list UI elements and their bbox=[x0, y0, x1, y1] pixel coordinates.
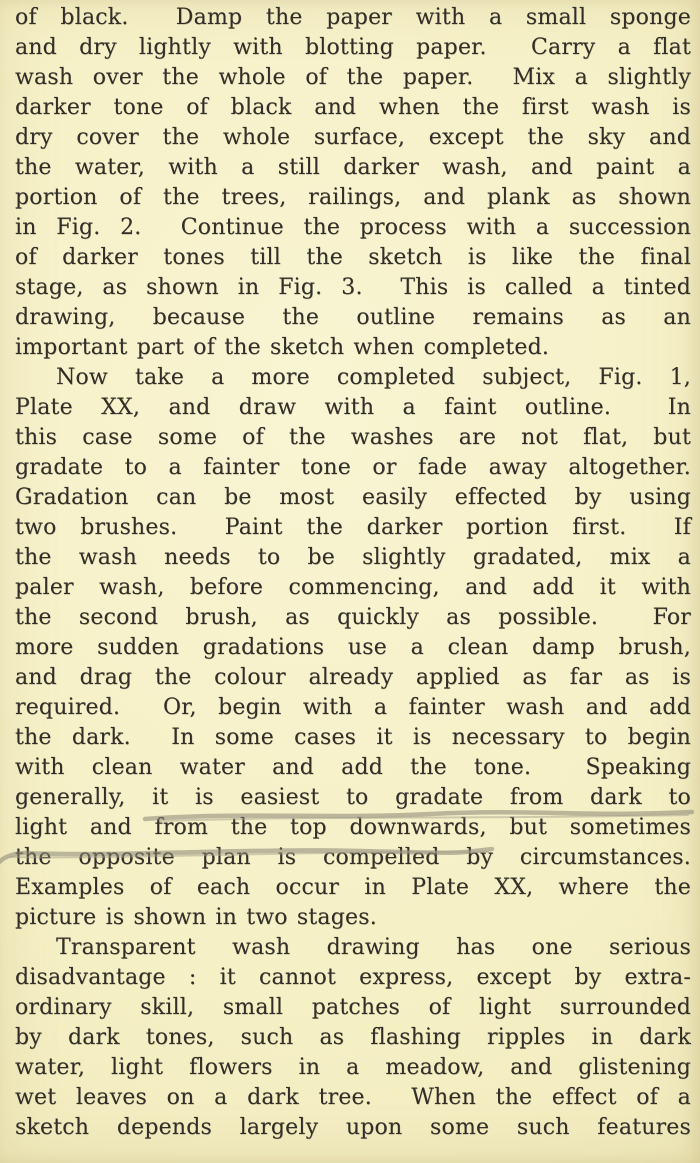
text-line: the wash needs to be slightly gradated, mix a bbox=[15, 545, 691, 570]
text-line: and dry lightly with blotting paper. Carry a flat bbox=[15, 35, 691, 60]
text-line: darker tone of black and when the first wash is bbox=[15, 95, 691, 120]
page-text bbox=[15, 3, 691, 1143]
text-line: with clean water and add the tone. Speaking bbox=[15, 755, 691, 780]
text-line: dry cover the whole surface, except the sky and bbox=[15, 125, 691, 150]
text-line: water, light flowers in a meadow, and glistening bbox=[15, 1055, 691, 1080]
text-line: wet leaves on a dark tree. When the effect of a bbox=[15, 1085, 691, 1110]
text-line: drawing, because the outline remains as an bbox=[15, 305, 691, 330]
text-line: sketch depends largely upon some such features bbox=[15, 1115, 691, 1140]
text-line: gradate to a fainter tone or fade away altogether. bbox=[15, 455, 691, 480]
text-line-paragraph-start: Transparent wash drawing has one serious bbox=[56, 935, 691, 960]
text-line: portion of the trees, railings, and plank as shown bbox=[15, 185, 691, 210]
text-line: wash over the whole of the paper. Mix a slightly bbox=[15, 65, 691, 90]
text-line: of black. Damp the paper with a small sponge bbox=[15, 5, 691, 30]
text-line: and drag the colour already applied as far as is bbox=[15, 665, 691, 690]
text-line: in Fig. 2. Continue the process with a succession bbox=[15, 215, 691, 240]
text-line: ordinary skill, small patches of light surrounded bbox=[15, 995, 691, 1020]
text-line: paler wash, before commencing, and add it with bbox=[15, 575, 691, 600]
text-line: by dark tones, such as flashing ripples in dark bbox=[15, 1025, 691, 1050]
text-line: Plate XX, and draw with a faint outline. In bbox=[15, 395, 691, 420]
text-line: the second brush, as quickly as possible. For bbox=[15, 605, 691, 630]
text-line: two brushes. Paint the darker portion first. If bbox=[15, 515, 691, 540]
text-line: stage, as shown in Fig. 3. This is called a tinted bbox=[15, 275, 691, 300]
text-line-paragraph-end: picture is shown in two stages. bbox=[15, 905, 377, 930]
text-line: of darker tones till the sketch is like the final bbox=[15, 245, 691, 270]
text-line: Gradation can be most easily effected by using bbox=[15, 485, 691, 510]
text-line: the opposite plan is compelled by circumstances. bbox=[15, 845, 691, 870]
text-line: this case some of the washes are not flat, but bbox=[15, 425, 691, 450]
text-line-underlined: light and from the top downwards, but sometimes bbox=[15, 815, 691, 840]
text-line: Examples of each occur in Plate XX, where the bbox=[15, 875, 691, 900]
text-line: the water, with a still darker wash, and paint a bbox=[15, 155, 691, 180]
text-line-paragraph-end: important part of the sketch when completed. bbox=[15, 335, 550, 360]
text-line-underlined: generally, it is easiest to gradate from dark to bbox=[15, 785, 691, 810]
text-line-paragraph-start: Now take a more completed subject, Fig. 1, bbox=[56, 365, 691, 390]
text-line: required. Or, begin with a fainter wash and add bbox=[15, 695, 691, 720]
text-line: disadvantage : it cannot express, except by extra- bbox=[15, 965, 691, 990]
text-line: the dark. In some cases it is necessary to begin bbox=[15, 725, 691, 750]
text-line: more sudden gradations use a clean damp brush, bbox=[15, 635, 691, 660]
